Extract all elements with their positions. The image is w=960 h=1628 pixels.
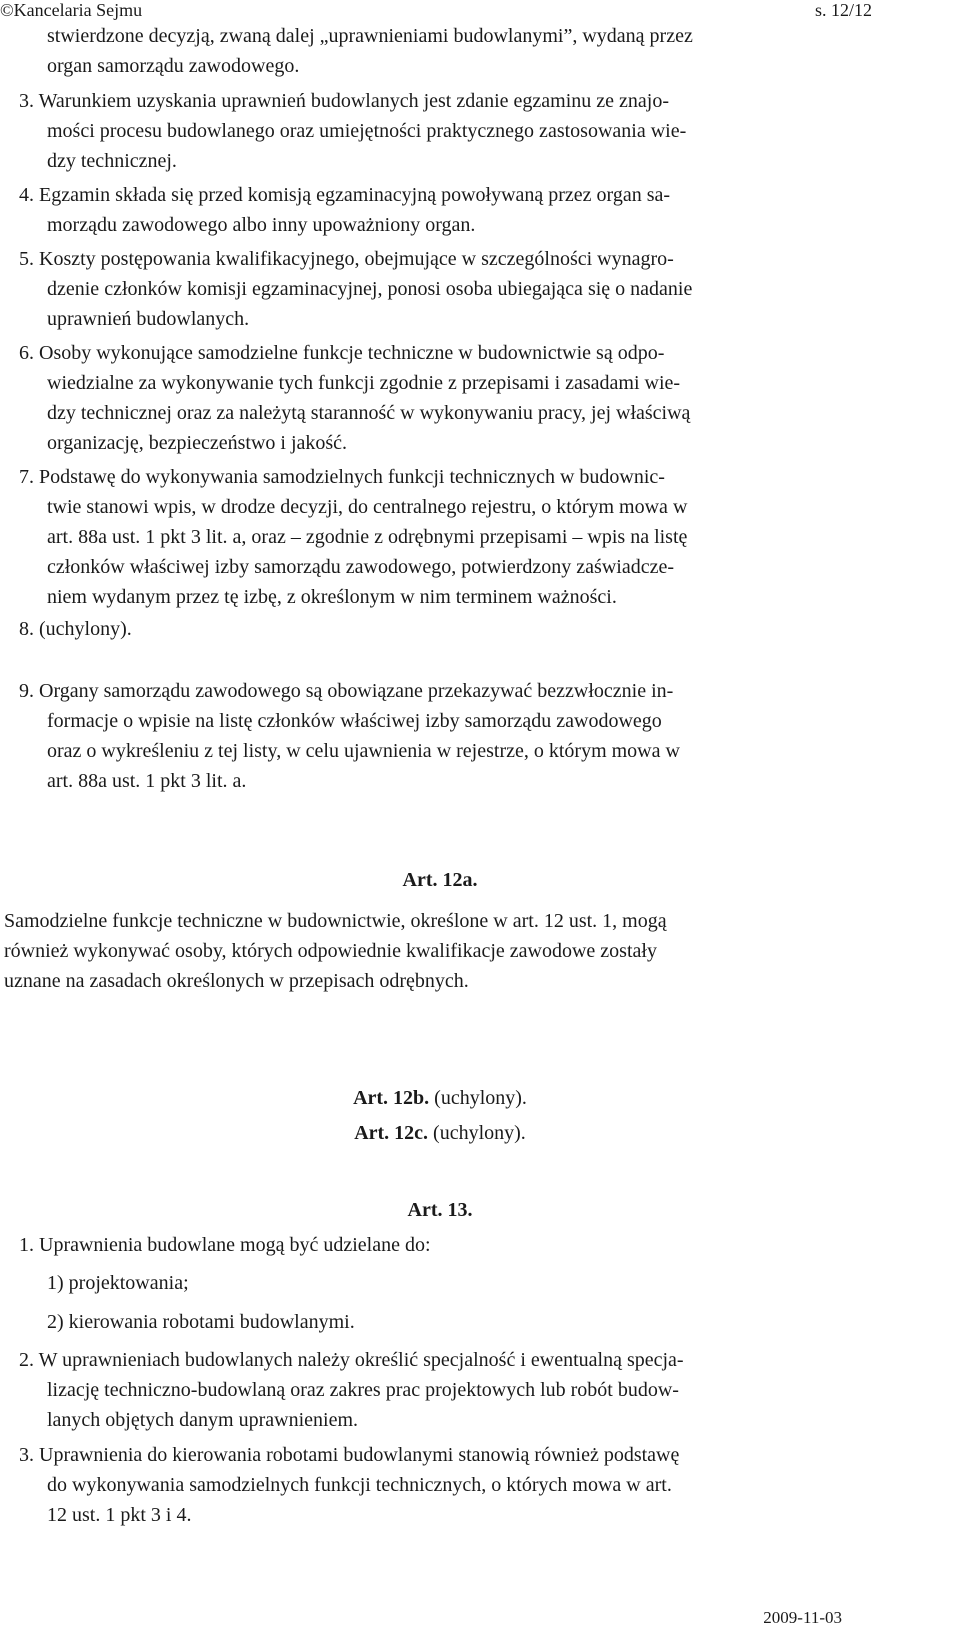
paragraph-3: 3. Warunkiem uzyskania uprawnień budowlanych jest zdanie egzaminu ze znajo- mości procesu budowlanego oraz umiejętności praktycznego zastosowania wie- dzy technicznej.	[19, 90, 687, 172]
article-13-item-1: 1) projektowania;	[47, 1272, 189, 1294]
article-12c-note: (uchylony).	[428, 1122, 526, 1144]
paragraph-7: 7. Podstawę do wykonywania samodzielnych funkcji technicznych w budownic- twie stanowi wpis, w drodze decyzji, do centralnego rejestru, o którym mowa w art. 88a ust. 1 pkt 3 lit. a, oraz – zgodnie z odrębnymi przepisami – wpis na listę członków właściwej izby samorządu zawodowego, potwierdzony zaświadcze- niem wydanym przez tę izbę, z określonym w nim terminem ważności.	[19, 466, 688, 608]
paragraph-9: 9. Organy samorządu zawodowego są obowiązane przekazywać bezzwłocznie in- formacje o wpisie na listę członków właściwej izby samorządu zawodowego oraz o wykreśleniu z tej listy, w celu ujawnienia w rejestrze, o którym mowa w art. 88a ust. 1 pkt 3 lit. a.	[19, 680, 680, 792]
article-12c-title	[0, 1118, 880, 1148]
article-12b-note: (uchylony).	[429, 1087, 527, 1109]
article-13-title	[0, 1195, 880, 1225]
article-12a-title	[0, 865, 880, 895]
article-12a-text: Samodzielne funkcje techniczne w budownictwie, określone w art. 12 ust. 1, mogą również wykonywać osoby, których odpowiednie kwalifikacje zawodowe zostały uznane na zasadach określonych w przepisach odrębnych.	[4, 910, 667, 992]
header-copyright: ©Kancelaria Sejmu	[0, 0, 143, 20]
article-12b-heading: Art. 12b.	[353, 1087, 430, 1109]
article-12b-title	[0, 1083, 880, 1113]
header-page-number: s. 12/12	[814, 0, 872, 20]
paragraph-2-continuation: stwierdzone decyzją, zwaną dalej „uprawnieniami budowlanymi”, wydaną przez organ samorządu zawodowego.	[47, 25, 693, 77]
article-12c-heading: Art. 12c.	[354, 1122, 429, 1144]
article-12a-heading: Art. 12a.	[402, 869, 478, 891]
article-13-unit-1: 1. Uprawnienia budowlane mogą być udzielane do:	[19, 1234, 431, 1256]
article-13-unit-2: 2. W uprawnieniach budowlanych należy określić specjalność i ewentualną specja- lizację techniczno-budowlaną oraz zakres prac projektowych lub robót budow- lanych objętych danym uprawnieniem.	[19, 1349, 684, 1431]
footer-date: 2009-11-03	[763, 1608, 842, 1627]
paragraph-6: 6. Osoby wykonujące samodzielne funkcje techniczne w budownictwie są odpo- wiedzialne za wykonywanie tych funkcji zgodnie z przepisami i zasadami wie- dzy technicznej oraz za należytą staranność w wykonywaniu pracy, jej właściwą organizację, bezpieczeństwo i jakość.	[19, 342, 691, 454]
article-13-item-2: 2) kierowania robotami budowlanymi.	[47, 1311, 355, 1333]
paragraph-4: 4. Egzamin składa się przed komisją egzaminacyjną powoływaną przez organ sa- morządu zawodowego albo inny upoważniony organ.	[19, 184, 671, 236]
paragraph-8: 8. (uchylony).	[19, 618, 132, 640]
article-13-unit-3: 3. Uprawnienia do kierowania robotami budowlanymi stanowią również podstawę do wykonywania samodzielnych funkcji technicznych, o których mowa w art. 12 ust. 1 pkt 3 i 4.	[19, 1444, 680, 1526]
paragraph-5: 5. Koszty postępowania kwalifikacyjnego, obejmujące w szczególności wynagro- dzenie członków komisji egzaminacyjnej, ponosi osoba ubiegająca się o nadanie uprawnień budowlanych.	[19, 248, 693, 330]
article-13-heading: Art. 13.	[407, 1199, 473, 1221]
